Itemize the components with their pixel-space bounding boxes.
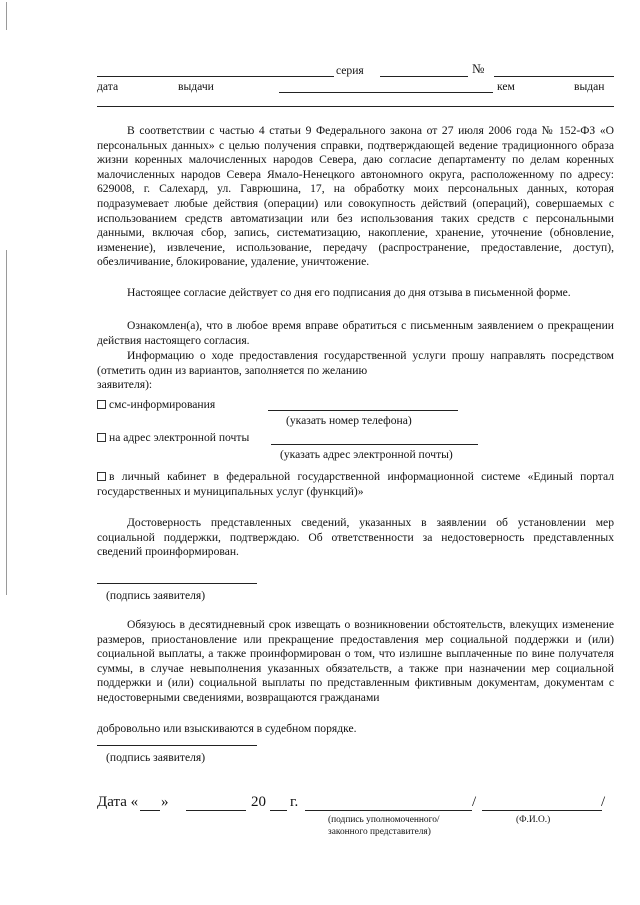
option-sms[interactable]: [97, 398, 215, 413]
applicant-signature-line-2[interactable]: [97, 745, 257, 746]
number-label: №: [472, 61, 485, 76]
cabinet-checkbox[interactable]: [97, 472, 106, 481]
consent-withdrawal-paragraph: Ознакомлен(а), что в любое время вправе обратиться с письменным заявлением о прекращении действия настоящего согласия.: [97, 319, 614, 347]
consent-paragraph-main: В соответствии с частью 4 статьи 9 Федерального закона от 27 июля 2006 года № 152-ФЗ «О персональных данных» с целью получения справки, подтверждающей ведение традиционного образа жизни коренных малочисленных народов Севера, даю согласие департаменту по делам коренных малочисленных народов Севера Ямало-Ненецкого автономного округа, расположенному по адресу: 629008, г. Салехард, ул. Гаврюшина, 17, на обработку моих персональных данных, которая подразумевает любые действия (операции) или совокупность действий (операций), совершаемых с использованием средств автоматизации или без использования таких средств с персональными данными, включая сбор, запись, систематизацию, накопление, хранение, уточнение (обновление, изменение), извлечение, использование, передачу (распространение, предоставление, доступ), обезличивание, блокирование, удаление, уничтожение.: [97, 124, 614, 269]
signature-separator-1: /: [472, 794, 477, 810]
issue-date-line[interactable]: [279, 92, 493, 93]
vydan-label: выдан: [574, 80, 605, 93]
sms-label: смс-информирования: [109, 398, 216, 411]
option-email[interactable]: [97, 431, 249, 446]
fio-caption: (Ф.И.О.): [516, 815, 551, 825]
applicant-signature-caption-1: (подпись заявителя): [106, 589, 206, 602]
notification-method-paragraph-end: заявителя):: [97, 378, 153, 391]
email-label: на адрес электронной почты: [109, 431, 250, 444]
issued-by-line[interactable]: [97, 106, 614, 107]
document-name-line: [97, 76, 334, 77]
date-quote-close: »: [161, 794, 169, 810]
sms-checkbox[interactable]: [97, 400, 106, 409]
scan-margin-mark-bottom: [6, 250, 7, 595]
option-cabinet[interactable]: [97, 470, 614, 499]
representative-caption-line2: законного представителя): [328, 827, 431, 837]
obligation-statement-end: добровольно или взыскиваются в судебном порядке.: [97, 722, 357, 735]
phone-number-hint: (указать номер телефона): [286, 414, 412, 427]
reliability-statement: Достоверность представленных сведений, указанных в заявлении об установлении мер социальной поддержки, подтверждаю. Об ответственности за недостоверность представленных сведений проинформирован.: [97, 516, 614, 559]
date-month-line[interactable]: [186, 810, 246, 811]
seria-field-line[interactable]: [380, 76, 468, 77]
scan-margin-mark-top: [6, 2, 7, 30]
date-label: Дата «: [97, 794, 139, 810]
representative-signature-line[interactable]: [305, 810, 472, 811]
data-label: дата: [97, 80, 119, 93]
date-year-prefix: 20: [251, 794, 266, 810]
email-checkbox[interactable]: [97, 433, 106, 442]
representative-caption-line1: (подпись уполномоченного/: [328, 815, 440, 825]
cabinet-label: в личный кабинет в федеральной государственной информационной системе «Единый портал государственных и муниципальных услуг (функций)»: [97, 470, 614, 498]
applicant-signature-caption-2: (подпись заявителя): [106, 751, 206, 764]
vydachi-label: выдачи: [178, 80, 214, 93]
date-day-line[interactable]: [140, 810, 160, 811]
date-year-suffix: г.: [290, 794, 299, 810]
applicant-signature-line-1[interactable]: [97, 583, 257, 584]
number-field-line[interactable]: [494, 76, 614, 77]
signature-separator-2: /: [601, 794, 606, 810]
notification-method-paragraph: Информацию о ходе предоставления государственной услуги прошу направлять посредством (отметить один из вариантов, заполняется по желанию: [97, 349, 614, 377]
obligation-statement: Обязуюсь в десятидневный срок извещать о возникновении обстоятельств, влекущих изменение размеров, приостановление или прекращение предоставления мер социальной поддержки и (или) социальной выплаты, а также проинформирован о том, что излишне выплаченные по вине получателя суммы, в случае невыполнения указанных обязательств, а также при назначении мер социальной поддержки и (или) социальной выплаты по представленным фиктивным документам, документам с недостоверными сведениями, возвращаются гражданами: [97, 618, 614, 704]
email-address-hint: (указать адрес электронной почты): [280, 448, 453, 461]
consent-validity-paragraph: Настоящее согласие действует со дня его подписания до дня отзыва в письменной форме.: [127, 286, 571, 299]
date-year-line[interactable]: [270, 810, 287, 811]
email-address-line[interactable]: [271, 444, 478, 445]
seria-label: серия: [336, 64, 364, 77]
phone-number-line[interactable]: [268, 410, 458, 411]
kem-label: кем: [497, 80, 515, 93]
representative-fio-line[interactable]: [482, 810, 602, 811]
